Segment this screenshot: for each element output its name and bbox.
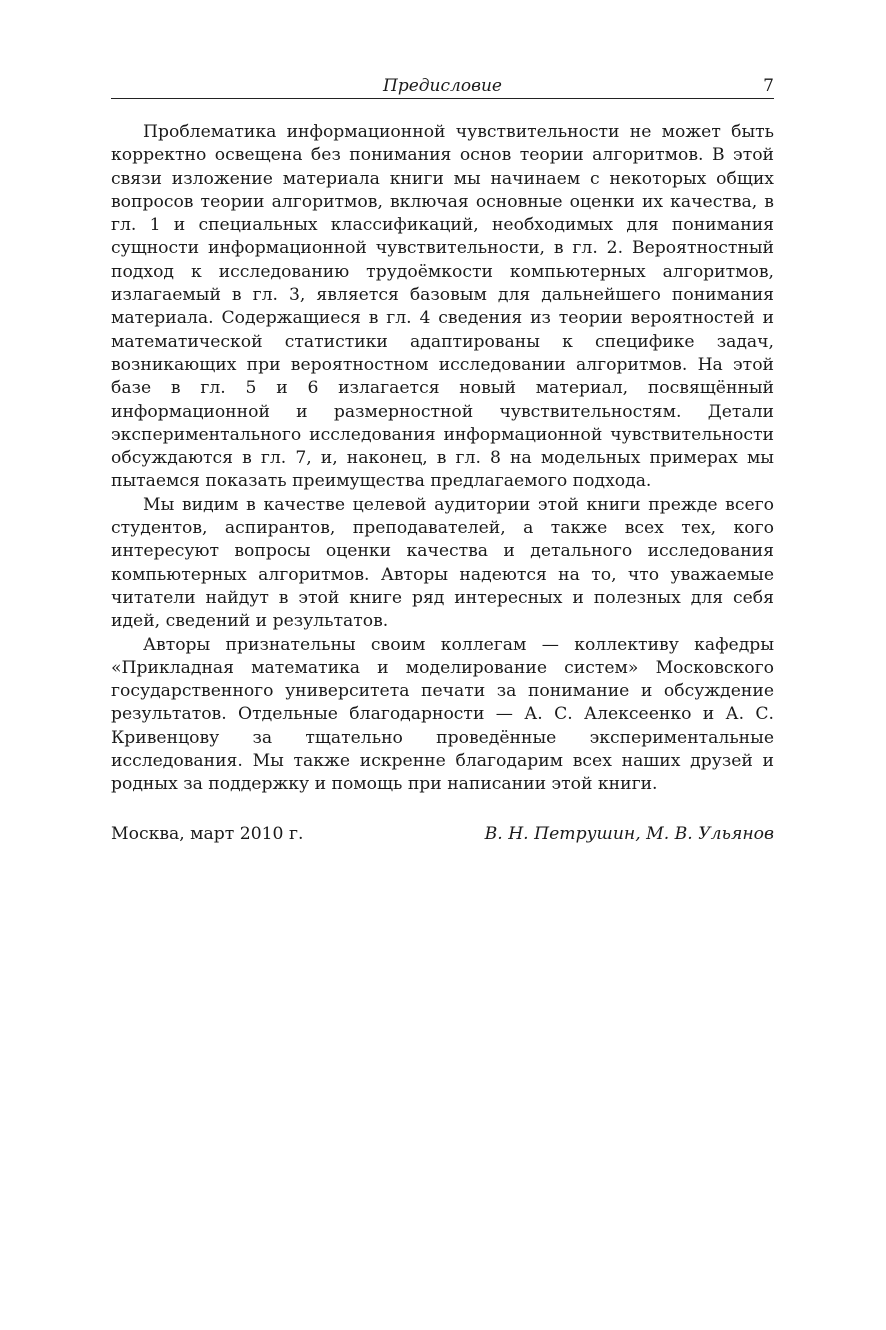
paragraph-2: Мы видим в качестве целевой аудитории этой книги прежде всего студентов, аспирантов, преподавателей, а также всех тех, кого интересуют вопросы оценки качества и детального исследования компьютерных алгоритмов. Авторы надеются на то, что уважаемые читатели найдут в этой книге ряд интересных и полезных для себя идей, сведений и результатов. [111,494,774,632]
page-number: 7 [763,76,774,96]
place-date: Москва, март 2010 г. [111,823,304,844]
paragraph-3: Авторы признательны своим коллегам — коллективу кафедры «Прикладная математика и моделирование систем» Московского государственного университета печати за понимание и обсуждение результатов. Отдельные благодарности — А. С. Алексеенко и А. С. Кривенцову за тщательно проведённые экспериментальные исследования. Мы также искренне благодарим всех наших друзей и родных за поддержку и помощь при написании этой книги. [111,634,774,795]
paragraph-1: Проблематика информационной чувствительности не может быть корректно освещена без понимания основ теории алгоритмов. В этой связи изложение материала книги мы начинаем с некоторых общих вопросов теории алгоритмов, включая основные оценки их качества, в гл. 1 и специальных классификаций, необходимых для понимания сущности информационной чувствительности, в гл. 2. Вероятностный подход к исследованию трудоёмкости компьютерных алгоритмов, излагаемый в гл. 3, является базовым для дальнейшего понимания материала. Содержащиеся в гл. 4 сведения из теории вероятностей и математической статистики адаптированы к специфике задач, возникающих при вероятностном исследовании алгоритмов. На этой базе в гл. 5 и 6 излагается новый материал, посвящённый информационной и размерностной чувствительностям. Детали экспериментального исследования информационной чувствительности обсуждаются в гл. 7, и, наконец, в гл. 8 на модельных примерах мы пытаемся показать преимущества предлагаемого подхода. [111,122,774,492]
running-head-title: Предисловие [383,76,502,96]
book-page [111,70,774,846]
authors-names: В. Н. Петрушин, М. В. Ульянов [484,823,774,844]
preface-body [111,121,774,797]
running-header [111,70,774,99]
signature-line [111,822,774,846]
